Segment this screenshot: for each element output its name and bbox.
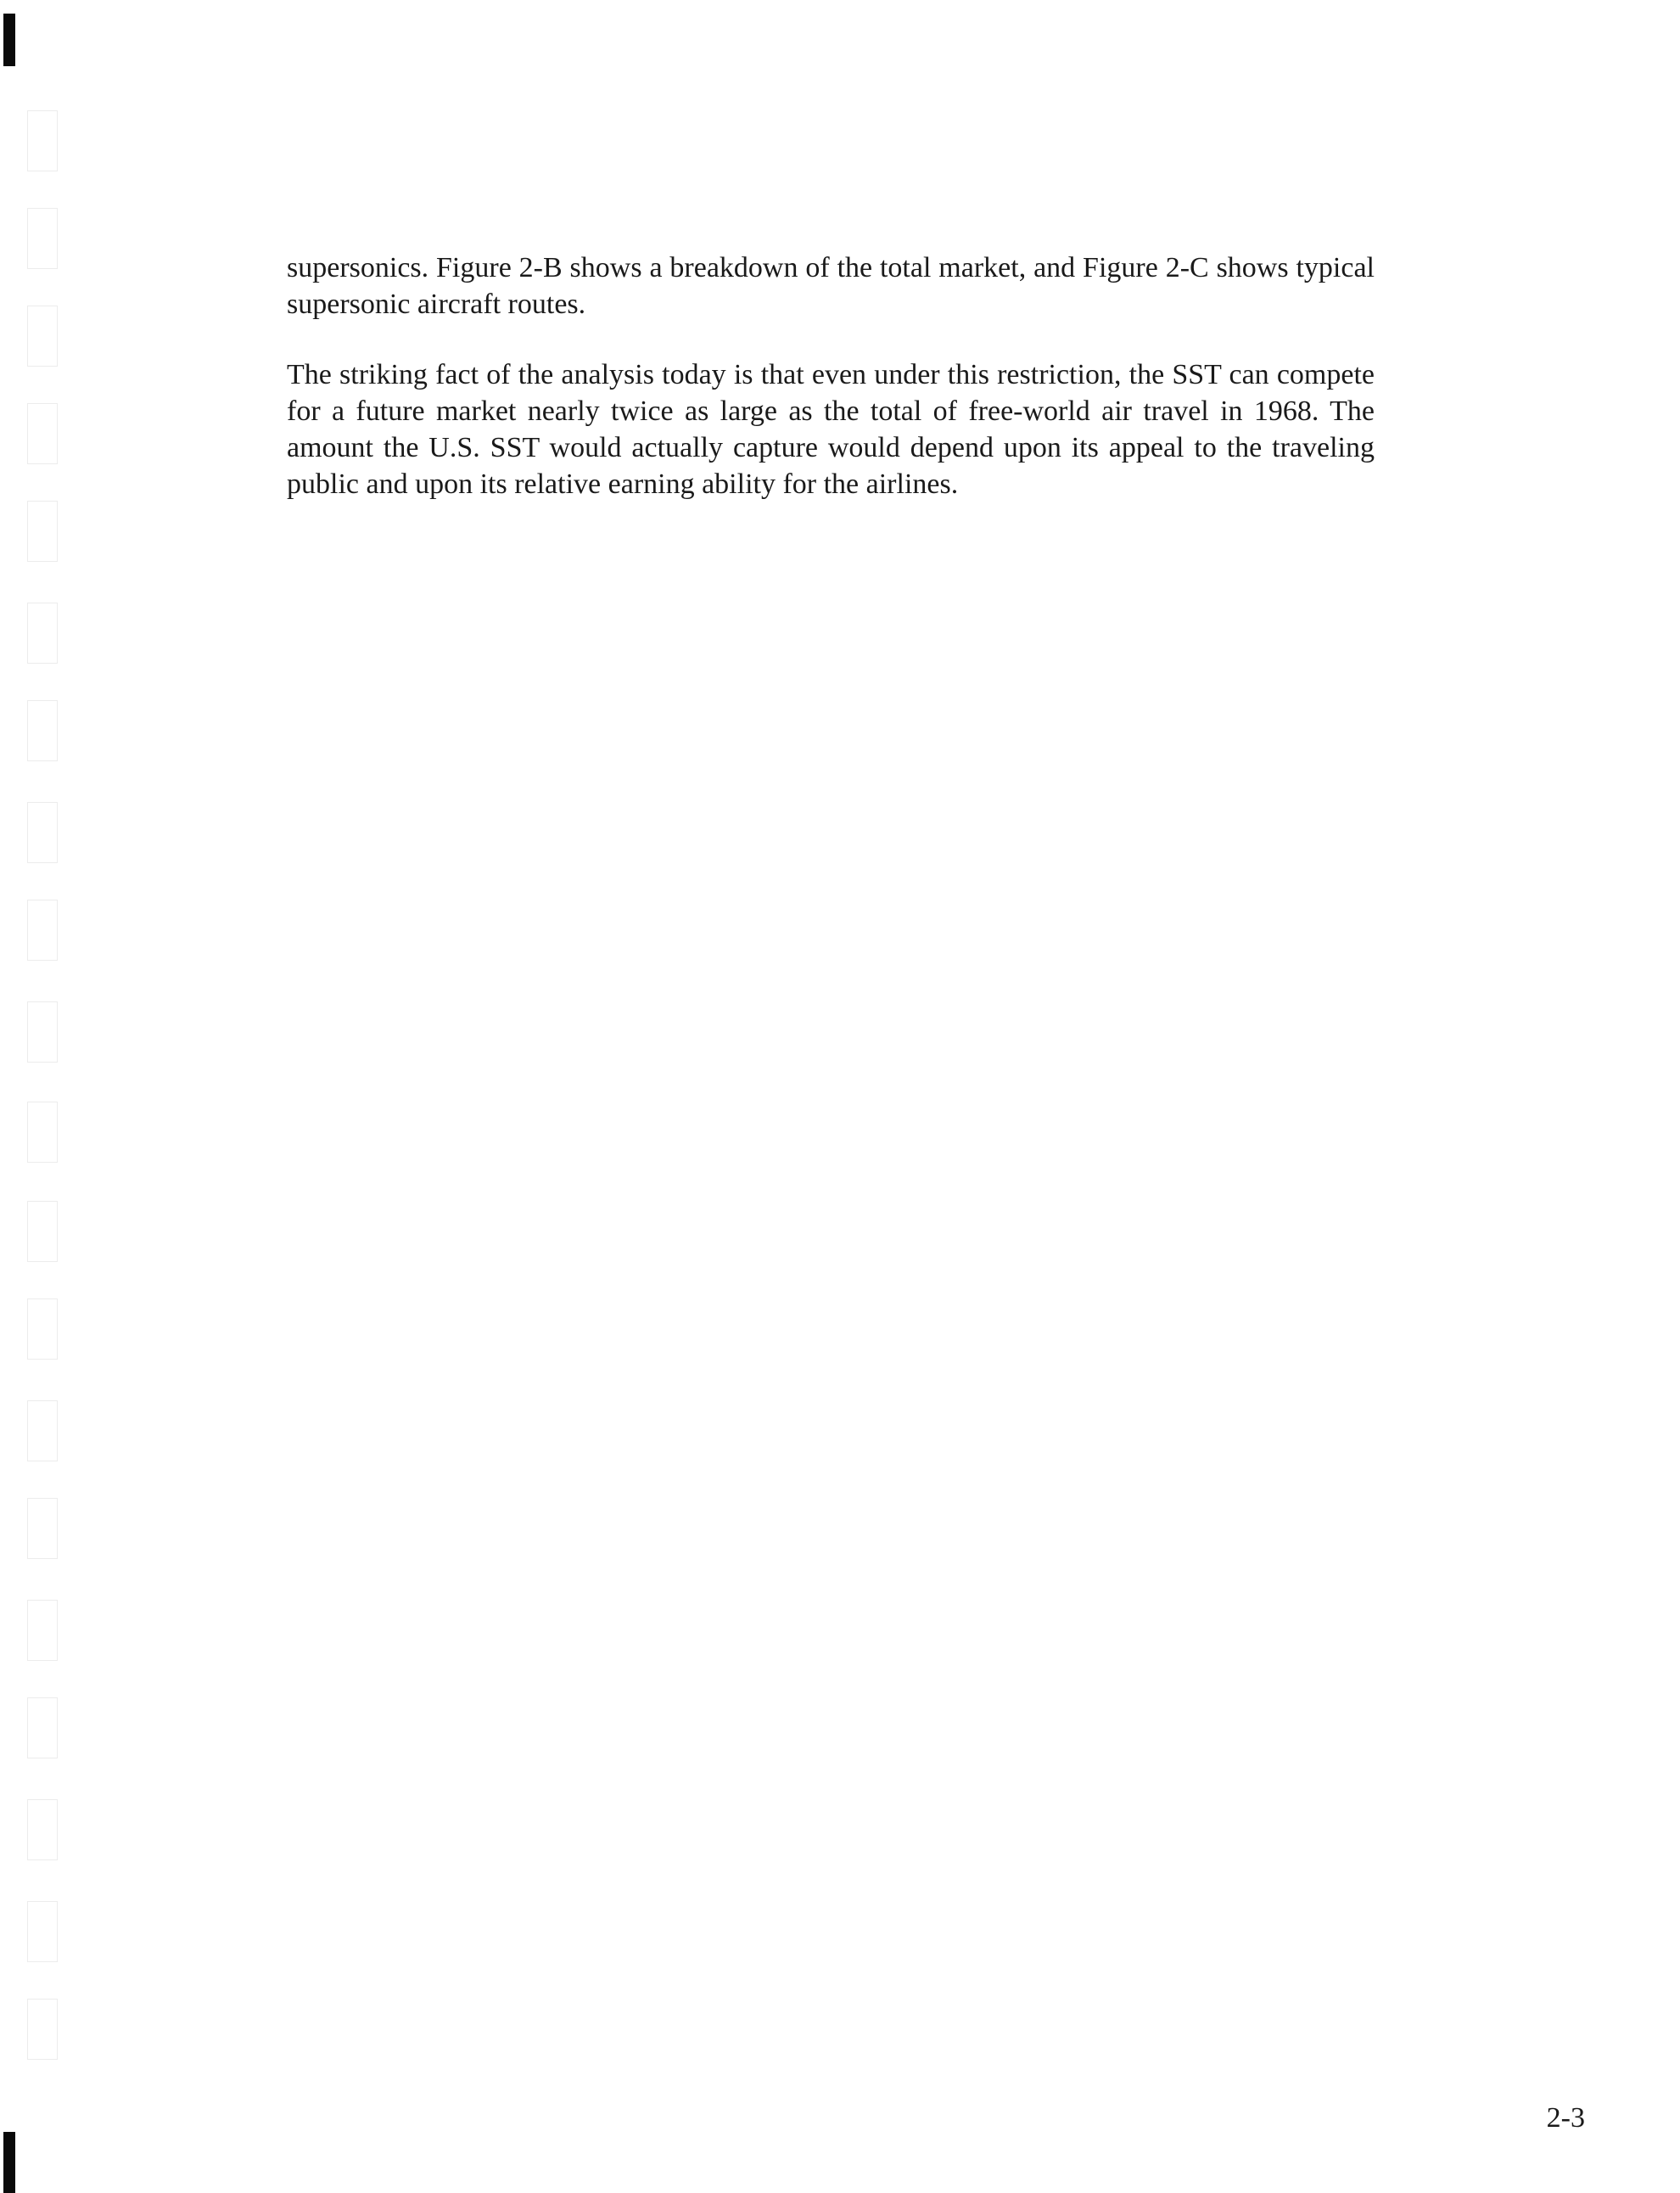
margin-frame-box — [27, 802, 58, 863]
margin-frame-box — [27, 1201, 58, 1262]
margin-frame-box — [27, 1400, 58, 1461]
page-number: 2-3 — [1546, 2102, 1585, 2134]
margin-frame-box — [27, 1298, 58, 1360]
registration-mark-top — [3, 14, 15, 66]
body-paragraph: supersonics. Figure 2-B shows a breakdown of the total market, and Figure 2-C shows typical supersonic aircraft routes. — [287, 252, 1375, 320]
margin-frame-box — [27, 208, 58, 269]
margin-frame-box — [27, 110, 58, 171]
margin-frame-box — [27, 1498, 58, 1559]
margin-frame-box — [27, 900, 58, 961]
margin-frame-box — [27, 1901, 58, 1962]
margin-frame-box — [27, 403, 58, 464]
registration-mark-bottom — [3, 2132, 15, 2193]
margin-frame-box — [27, 1001, 58, 1063]
margin-frame-box — [27, 1799, 58, 1860]
margin-frame-box — [27, 1697, 58, 1758]
margin-frame-box — [27, 700, 58, 761]
margin-frame-box — [27, 1600, 58, 1661]
margin-frame-box — [27, 1102, 58, 1163]
margin-frame-box — [27, 603, 58, 664]
margin-frame-box — [27, 1999, 58, 2060]
margin-frame-box — [27, 501, 58, 562]
body-paragraph: The striking fact of the analysis today is that even under this restriction, the SST can compete for a future market nearly twice as large as the total of free-world air travel in 1968. The amount the U.S. SST would actually capture would depend upon its appeal to the traveling public and upon its relative earning ability for the airlines. — [287, 359, 1375, 500]
margin-frame-box — [27, 306, 58, 367]
